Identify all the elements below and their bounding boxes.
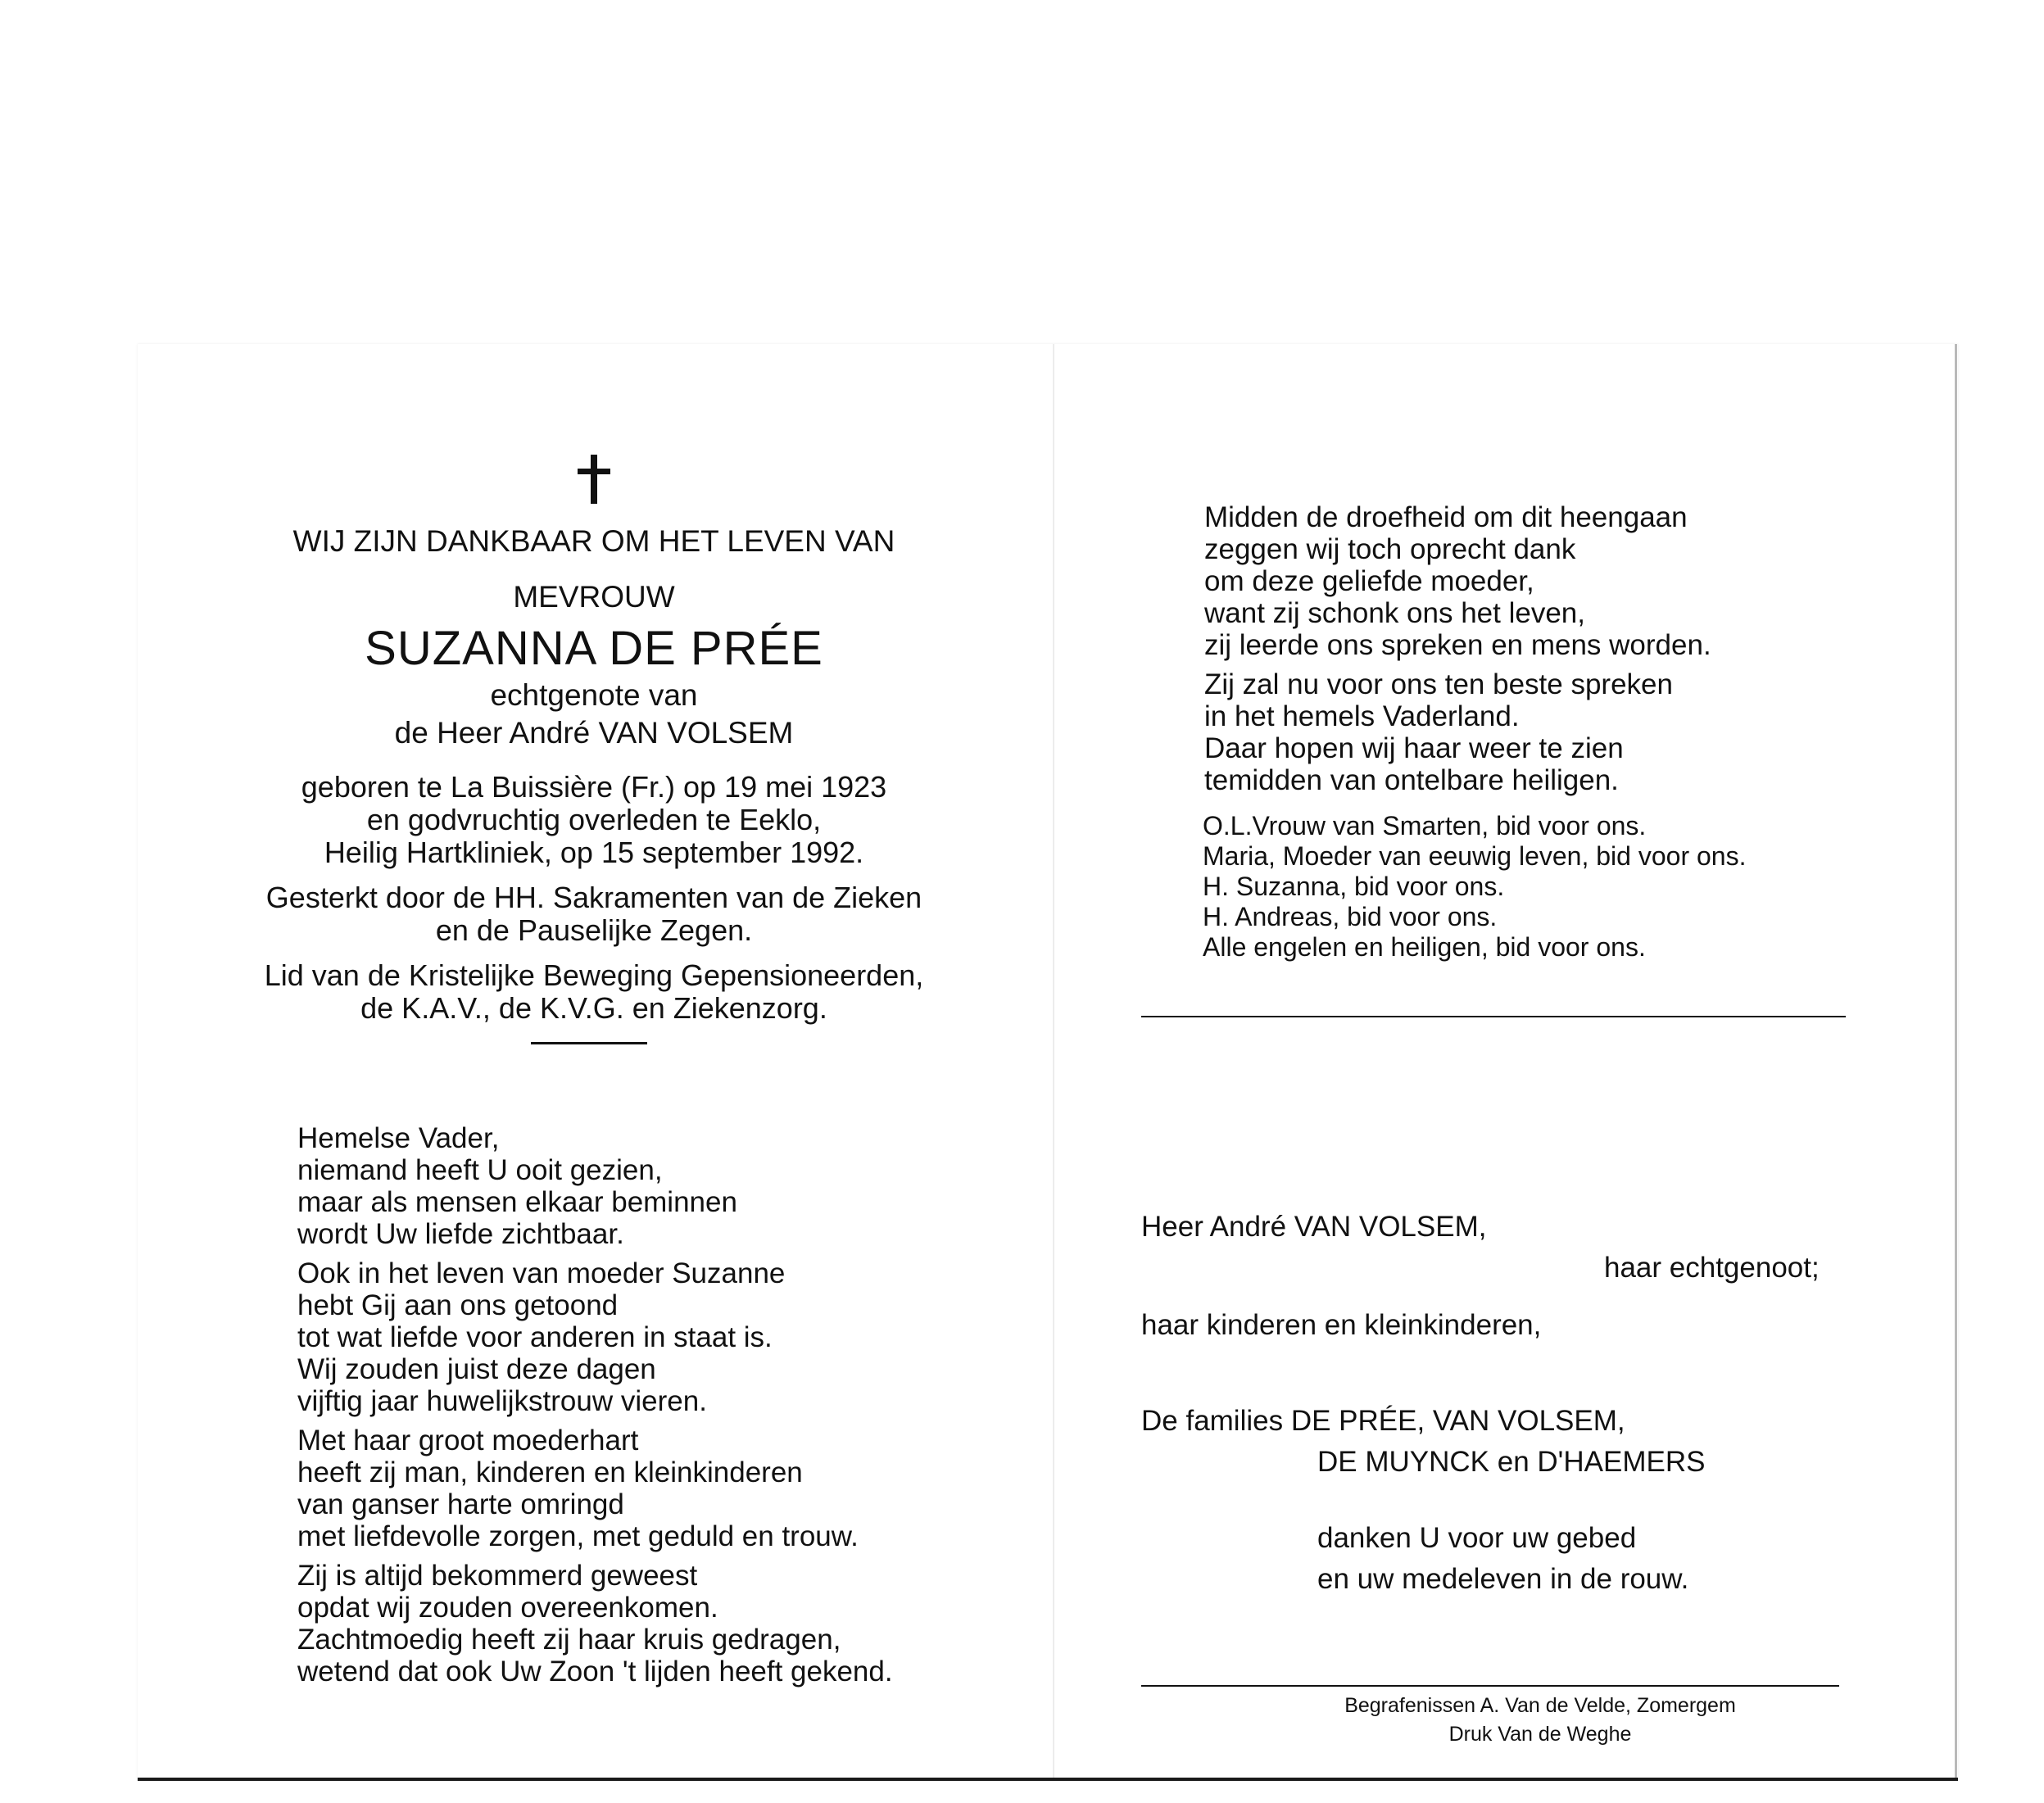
poem-line: Zachtmoedig heeft zij haar kruis gedragen, bbox=[297, 1624, 841, 1656]
poem-line: opdat wij zouden overeenkomen. bbox=[297, 1592, 718, 1624]
card-bottom-edge bbox=[138, 1778, 1958, 1781]
thanks-line: en uw medeleven in de rouw. bbox=[1317, 1563, 1689, 1595]
poem-stanza bbox=[297, 1560, 893, 1687]
poem-line: niemand heeft U ooit gezien, bbox=[297, 1154, 663, 1186]
invocation-line: Alle engelen en heiligen, bid voor ons. bbox=[1203, 932, 1646, 962]
separator bbox=[531, 1042, 647, 1044]
poem-stanza bbox=[297, 1257, 893, 1417]
invocation-line: Maria, Moeder van eeuwig leven, bid voor ons. bbox=[1203, 841, 1747, 871]
card-fold bbox=[1053, 344, 1054, 1779]
verse-line: in het hemels Vaderland. bbox=[1204, 700, 1520, 732]
poem-line: hebt Gij aan ons getoond bbox=[297, 1289, 619, 1321]
poem-line: tot wat liefde voor anderen in staat is. bbox=[297, 1321, 773, 1353]
spouse-prefix: echtgenote van bbox=[490, 678, 698, 712]
death-line: en godvruchtig overleden te Eeklo, bbox=[366, 803, 822, 836]
thanks-line: danken U voor uw gebed bbox=[1317, 1522, 1637, 1554]
invocations bbox=[1203, 811, 1746, 963]
poem-line: Hemelse Vader, bbox=[297, 1122, 500, 1154]
death-place-line: Heilig Hartkliniek, op 15 september 1992. bbox=[324, 836, 864, 869]
separator bbox=[1141, 1685, 1839, 1687]
families-line: De families DE PRÉE, VAN VOLSEM, bbox=[1141, 1405, 1625, 1437]
verse-line: Midden de droefheid om dit heengaan bbox=[1204, 501, 1688, 533]
invocation-line: H. Suzanna, bid voor ons. bbox=[1203, 872, 1505, 901]
verse-line: Zij zal nu voor ons ten beste spreken bbox=[1204, 668, 1673, 700]
verse-line: zij leerde ons spreken en mens worden. bbox=[1204, 629, 1711, 661]
prayer-poem bbox=[297, 1122, 893, 1695]
poem-line: Ook in het leven van moeder Suzanne bbox=[297, 1257, 786, 1289]
verse-line: Daar hopen wij haar weer te zien bbox=[1204, 732, 1624, 764]
poem-line: Zij is altijd bekommerd geweest bbox=[297, 1560, 698, 1592]
printer-line: Druk Van de Weghe bbox=[1448, 1723, 1632, 1746]
poem-line: met liefdevolle zorgen, met geduld en trouw. bbox=[297, 1520, 859, 1552]
verse-line: temidden van ontelbare heiligen. bbox=[1204, 764, 1619, 796]
verse-block bbox=[1204, 501, 1711, 804]
poem-line: maar als mensen elkaar beminnen bbox=[297, 1186, 737, 1218]
cross-icon bbox=[578, 455, 610, 504]
poem-stanza bbox=[297, 1122, 893, 1250]
deceased-name: SUZANNA DE PRÉE bbox=[365, 622, 823, 675]
verse-line: zeggen wij toch oprecht dank bbox=[1204, 533, 1576, 565]
intro-line: WIJ ZIJN DANKBAAR OM HET LEVEN VAN bbox=[292, 524, 895, 558]
children-line: haar kinderen en kleinkinderen, bbox=[1141, 1309, 1542, 1341]
poem-line: Wij zouden juist deze dagen bbox=[297, 1353, 656, 1385]
families-line: DE MUYNCK en D'HAEMERS bbox=[1317, 1446, 1706, 1478]
sacraments-line: en de Pauselijke Zegen. bbox=[435, 913, 753, 947]
spouse-name: de Heer André VAN VOLSEM bbox=[394, 716, 794, 750]
membership-line: de K.A.V., de K.V.G. en Ziekenzorg. bbox=[360, 991, 827, 1025]
husband-role: haar echtgenoot; bbox=[1604, 1252, 1820, 1284]
verse-line: om deze geliefde moeder, bbox=[1204, 565, 1534, 597]
verse-stanza bbox=[1204, 501, 1711, 661]
poem-line: vijftig jaar huwelijkstrouw vieren. bbox=[297, 1385, 707, 1417]
birth-line: geboren te La Buissière (Fr.) op 19 mei 1923 bbox=[301, 770, 887, 804]
poem-line: heeft zij man, kinderen en kleinkinderen bbox=[297, 1456, 803, 1488]
membership-line: Lid van de Kristelijke Beweging Gepensioneerden, bbox=[264, 958, 924, 992]
verse-stanza bbox=[1204, 668, 1711, 796]
poem-stanza bbox=[297, 1425, 893, 1552]
sacraments-line: Gesterkt door de HH. Sakramenten van de Zieken bbox=[265, 881, 922, 914]
husband-name: Heer André VAN VOLSEM, bbox=[1141, 1211, 1487, 1243]
poem-line: Met haar groot moederhart bbox=[297, 1425, 639, 1456]
verse-line: want zij schonk ons het leven, bbox=[1204, 597, 1585, 629]
invocation-line: H. Andreas, bid voor ons. bbox=[1203, 902, 1498, 931]
poem-line: wordt Uw liefde zichtbaar. bbox=[297, 1218, 624, 1250]
undertaker-line: Begrafenissen A. Van de Velde, Zomergem bbox=[1344, 1694, 1736, 1717]
separator bbox=[1141, 1016, 1846, 1017]
poem-line: van ganser harte omringd bbox=[297, 1488, 624, 1520]
invocation-line: O.L.Vrouw van Smarten, bid voor ons. bbox=[1203, 811, 1647, 840]
card-edge bbox=[1955, 344, 1957, 1779]
poem-line: wetend dat ook Uw Zoon 't lijden heeft gekend. bbox=[297, 1656, 893, 1687]
title-line: MEVROUW bbox=[513, 580, 675, 614]
